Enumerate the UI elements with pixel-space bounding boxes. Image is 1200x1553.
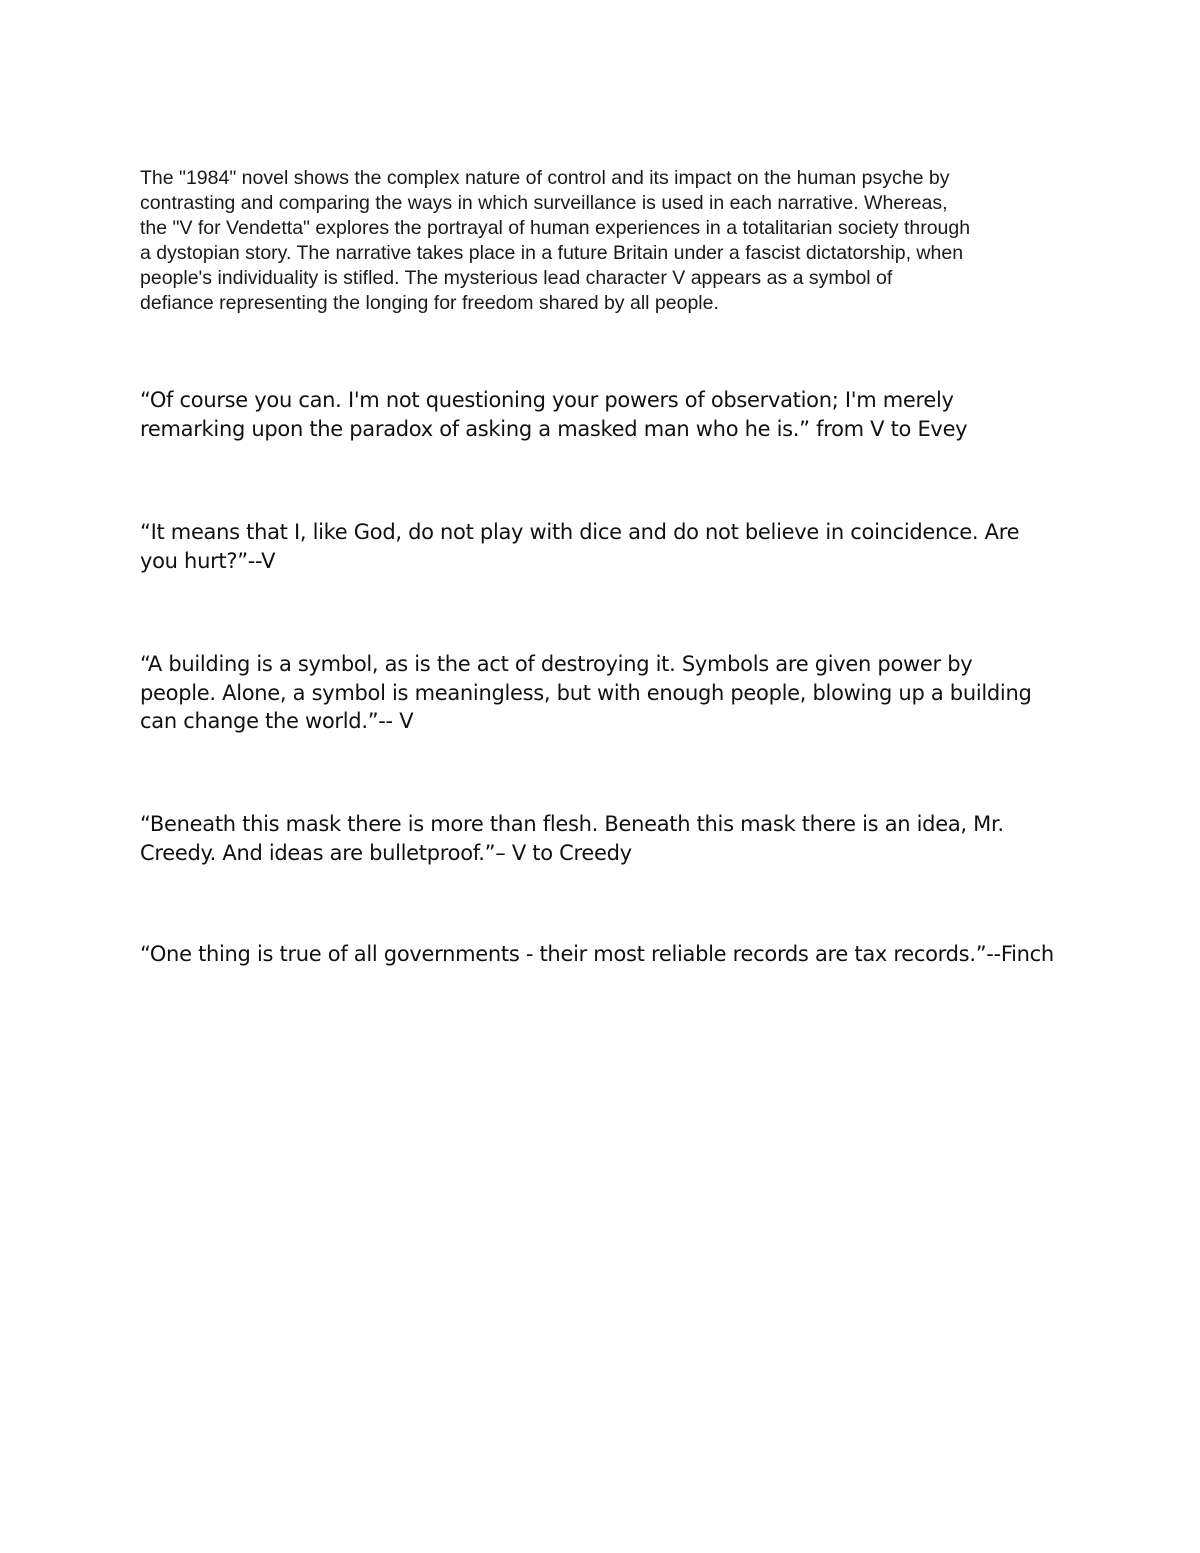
quote-4: “Beneath this mask there is more than flesh. Beneath this mask there is an idea, Mr. Creedy. And ideas are bulletproof.”– V to Creedy: [140, 812, 1004, 865]
intro-paragraph: The "1984" novel shows the complex nature of control and its impact on the human psyche by contrasting and comparing the ways in which surveillance is used in each narrative. Whereas, the "V for Vendetta" explores the portrayal of human experiences in a totalitarian society through a dystopian story. The narrative takes place in a future Britain under a fascist dictatorship, when people's individuality is stifled. The mysterious lead character V appears as a symbol of defiance representing the longing for freedom shared by all people.: [140, 167, 971, 314]
quote-5: “One thing is true of all governments - their most reliable records are tax records.”--Finch: [140, 942, 1054, 966]
quote-2: “It means that I, like God, do not play with dice and do not believe in coincidence. Are you hurt?”--V: [140, 520, 1020, 573]
quote-1: “Of course you can. I'm not questioning your powers of observation; I'm merely remarking upon the paradox of asking a masked man who he is.” from V to Evey: [140, 388, 968, 441]
quote-3: “A building is a symbol, as is the act of destroying it. Symbols are given power by people. Alone, a symbol is meaningless, but with enough people, blowing up a building can change the world.”-- V: [140, 652, 1032, 733]
